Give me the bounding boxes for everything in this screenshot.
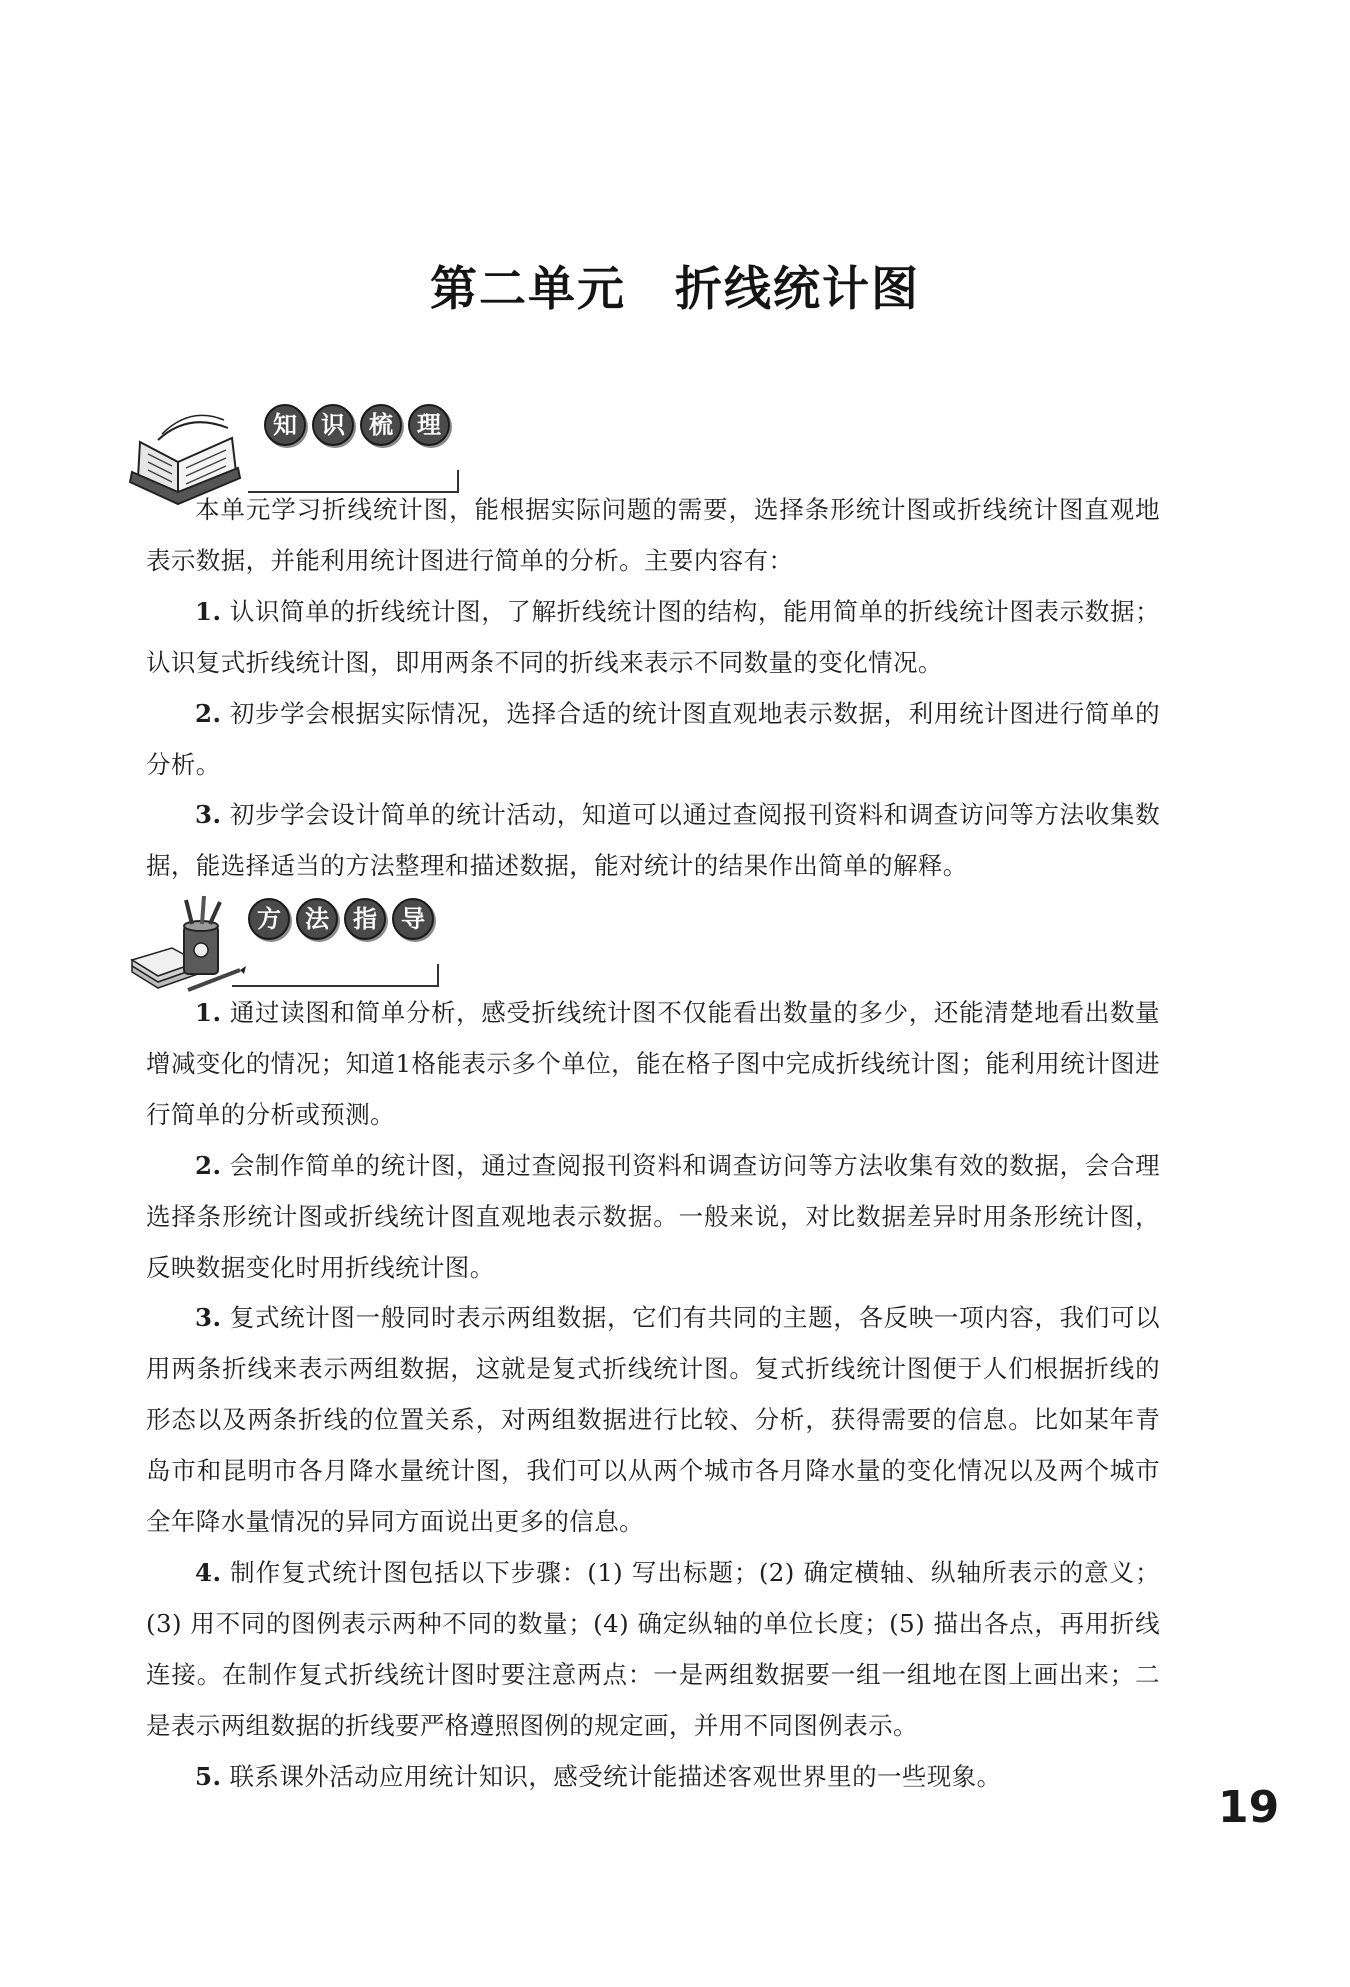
paragraph-number: 1. bbox=[195, 596, 222, 626]
paragraph-number: 3. bbox=[195, 800, 222, 830]
paragraph bbox=[146, 790, 1160, 892]
paragraph bbox=[146, 988, 1160, 1141]
page-title: 第二单元 折线统计图 bbox=[430, 262, 920, 317]
header-char: 方 bbox=[248, 898, 290, 940]
header-char: 理 bbox=[408, 404, 450, 446]
header-char: 知 bbox=[264, 404, 306, 446]
paragraph-text: 联系课外活动应用统计知识，感受统计能描述客观世界里的一些现象。 bbox=[221, 1761, 1002, 1791]
section-header-method-title bbox=[248, 898, 434, 940]
paragraph-number: 5. bbox=[195, 1761, 222, 1791]
paragraph-text: 复式统计图一般同时表示两组数据，它们有共同的主题，各反映一项内容，我们可以用两条折线来表示两组数据，这就是复式折线统计图。复式折线统计图便于人们根据折线的形态以及两条折线的位置关系，对两组数据进行比较、分析，获得需要的信息。比如某年青岛市和昆明市各月降水量统计图，我们可以从两个城市各月降水量的变化情况以及两个城市全年降水量情况的异同方面说出更多的信息。 bbox=[146, 1303, 1160, 1537]
section-method-text bbox=[146, 988, 1160, 1803]
paragraph-number: 1. bbox=[195, 998, 222, 1027]
paragraph-text: 初步学会设计简单的统计活动，知道可以通过查阅报刊资料和调查访问等方法收集数据，能选择适当的方法整理和描述数据，能对统计的结果作出简单的解释。 bbox=[146, 800, 1160, 881]
header-char: 识 bbox=[312, 404, 354, 446]
paragraph-text: 通过读图和简单分析，感受折线统计图不仅能看出数量的多少，还能清楚地看出数量增减变化的情况；知道1格能表示多个单位，能在格子图中完成折线统计图；能利用统计图进行简单的分析或预测。 bbox=[146, 998, 1160, 1129]
paragraph bbox=[146, 1752, 1160, 1803]
header-char: 导 bbox=[392, 898, 434, 940]
paragraph bbox=[146, 485, 1160, 587]
paragraph bbox=[146, 689, 1160, 791]
header-char: 梳 bbox=[360, 404, 402, 446]
paragraph bbox=[146, 1293, 1160, 1548]
paragraph-text: 初步学会根据实际情况，选择合适的统计图直观地表示数据，利用统计图进行简单的分析。 bbox=[146, 698, 1160, 779]
paragraph-text: 本单元学习折线统计图，能根据实际问题的需要，选择条形统计图或折线统计图直观地表示数据，并能利用统计图进行简单的分析。主要内容有： bbox=[146, 495, 1160, 575]
paragraph bbox=[146, 587, 1160, 689]
paragraph-text: 认识简单的折线统计图，了解折线统计图的结构，能用简单的折线统计图表示数据；认识复式折线统计图，即用两条不同的折线来表示不同数量的变化情况。 bbox=[146, 596, 1160, 677]
paragraph-number: 3. bbox=[195, 1303, 222, 1333]
section-header-knowledge-title bbox=[264, 404, 450, 446]
paragraph-text: 制作复式统计图包括以下步骤：(1) 写出标题；(2) 确定横轴、纵轴所表示的意义；(3) 用不同的图例表示两种不同的数量；(4) 确定纵轴的单位长度；(5) 描出各点，再用折线连接。在制作复式折线统计图时要注意两点：一是两组数据要一组一组地在图上画出来；二是表示两组数据的折线要严格遵照图例的规定画，并用不同图例表示。 bbox=[146, 1557, 1160, 1740]
paragraph bbox=[146, 1548, 1160, 1752]
header-char: 法 bbox=[296, 898, 338, 940]
header-char: 指 bbox=[344, 898, 386, 940]
paragraph-number: 2. bbox=[195, 1150, 222, 1180]
paragraph-number: 4. bbox=[195, 1557, 222, 1587]
paragraph-number: 2. bbox=[195, 698, 222, 728]
section-knowledge-text bbox=[146, 485, 1160, 892]
paragraph bbox=[146, 1141, 1160, 1294]
paragraph-text: 会制作简单的统计图，通过查阅报刊资料和调查访问等方法收集有效的数据，会合理选择条形统计图或折线统计图直观地表示数据。一般来说，对比数据差异时用条形统计图，反映数据变化时用折线统计图。 bbox=[146, 1150, 1160, 1282]
page-number: 19 bbox=[1218, 1782, 1280, 1833]
